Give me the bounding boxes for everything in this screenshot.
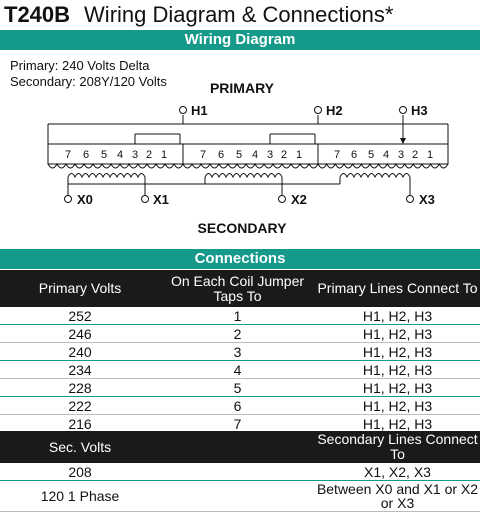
terminal-label: H3: [411, 103, 428, 118]
cell-primary-lines: H1, H2, H3: [315, 361, 480, 379]
cell-jumper-tap: 1: [160, 307, 315, 325]
cell-secondary-lines: X1, X2, X3: [315, 463, 480, 481]
secondary-heading: SECONDARY: [197, 220, 287, 236]
coil-2: [183, 144, 318, 168]
secondary-terminal-x3: [407, 192, 435, 207]
cell-sec-volts: 120 1 Phase: [0, 481, 160, 512]
coil-tap: 1: [426, 149, 434, 161]
cell-primary-volts: 240: [0, 343, 160, 361]
secondary-terminal-x1: [142, 192, 169, 207]
column-header-blank: [160, 431, 315, 463]
terminal-label: X1: [153, 192, 169, 207]
cell-sec-volts: 208: [0, 463, 160, 481]
coil-tap: 1: [295, 149, 303, 161]
column-header-secondary-lines: Secondary Lines Connect To: [315, 431, 480, 463]
cell-primary-volts: 222: [0, 397, 160, 415]
cell-jumper-tap: 6: [160, 397, 315, 415]
table-row: [0, 361, 480, 379]
model-number: T240B: [4, 2, 71, 27]
coil-1: [48, 144, 183, 168]
coil-tap: 3: [397, 149, 405, 161]
coil-tap: 5: [235, 149, 243, 161]
primary-spec: Primary: 240 Volts Delta: [10, 58, 150, 73]
coil-tap: 6: [217, 149, 225, 161]
cell-jumper-tap: 2: [160, 325, 315, 343]
cell-jumper-tap: 5: [160, 379, 315, 397]
connections-bar: Connections: [0, 249, 480, 269]
cell-jumper-tap: 4: [160, 361, 315, 379]
secondary-terminal-x0: [65, 192, 93, 207]
coil-3: [318, 144, 448, 168]
coil-tap: 7: [333, 149, 341, 161]
terminal-label: X3: [419, 192, 435, 207]
coil-tap: 4: [116, 149, 124, 161]
cell-primary-volts: 228: [0, 379, 160, 397]
terminal-label: X0: [77, 192, 93, 207]
terminal-label: H1: [191, 103, 208, 118]
cell-secondary-lines: Between X0 and X1 or X2 or X3: [316, 481, 479, 511]
cell-primary-lines: H1, H2, H3: [315, 307, 480, 325]
table-row: [0, 415, 480, 433]
coil-tap: 5: [367, 149, 375, 161]
coil-tap: 4: [382, 149, 390, 161]
secondary-spec: Secondary: 208Y/120 Volts: [10, 74, 167, 89]
primary-terminal-h1: [180, 103, 208, 118]
coil-winding: [318, 164, 448, 168]
coil-tap: 7: [64, 149, 72, 161]
table-header-row: [0, 270, 480, 307]
coil-tap: 1: [160, 149, 168, 161]
primary-terminal-h2: [315, 103, 343, 118]
coil-tap: 6: [82, 149, 90, 161]
cell-blank: [160, 463, 315, 481]
column-header-primary-lines: Primary Lines Connect To: [315, 270, 480, 307]
cell-primary-volts: 252: [0, 307, 160, 325]
table-row: [0, 343, 480, 361]
table-row: [0, 463, 480, 481]
coil-tap: 6: [350, 149, 358, 161]
coil-tap: 4: [251, 149, 259, 161]
cell-primary-volts: 216: [0, 415, 160, 433]
table-row: [0, 379, 480, 397]
cell-primary-lines: H1, H2, H3: [315, 343, 480, 361]
cell-primary-lines: H1, H2, H3: [315, 325, 480, 343]
table-row: [0, 481, 480, 512]
cell-primary-volts: 246: [0, 325, 160, 343]
coil-tap: 2: [145, 149, 153, 161]
cell-primary-lines: H1, H2, H3: [315, 397, 480, 415]
table-row: [0, 397, 480, 415]
cell-blank: [160, 481, 315, 512]
cell-jumper-tap: 7: [160, 415, 315, 433]
page-title: [4, 2, 476, 28]
cell-primary-lines: H1, H2, H3: [315, 415, 480, 433]
title-text: Wiring Diagram & Connections*: [84, 2, 394, 27]
wiring-diagram-bar: Wiring Diagram: [0, 30, 480, 50]
cell-jumper-tap: 3: [160, 343, 315, 361]
primary-wiring: [48, 115, 448, 144]
wiring-diagram: [0, 78, 480, 248]
coil-tap: 2: [280, 149, 288, 161]
coil-winding: [48, 164, 183, 168]
primary-heading: PRIMARY: [209, 80, 275, 96]
primary-terminal-h3: [400, 103, 428, 118]
coil-tap: 5: [100, 149, 108, 161]
column-header-jumper-taps: On Each Coil Jumper Taps To: [160, 270, 315, 307]
coil-tap: 2: [411, 149, 419, 161]
secondary-connections-table: [0, 431, 480, 512]
secondary-terminal-x2: [279, 192, 307, 207]
table-row: [0, 307, 480, 325]
terminal-label: X2: [291, 192, 307, 207]
terminal-label: H2: [326, 103, 343, 118]
table-header-row: [0, 431, 480, 463]
secondary-windings: [68, 174, 410, 196]
coil-winding: [183, 164, 318, 168]
coil-tap: 7: [199, 149, 207, 161]
primary-connections-table: [0, 270, 480, 433]
coil-tap: 3: [131, 149, 139, 161]
jumper-arrow: [400, 138, 406, 144]
column-header-sec-volts: Sec. Volts: [0, 431, 160, 463]
coil-tap: 3: [266, 149, 274, 161]
table-row: [0, 325, 480, 343]
column-header-primary-volts: Primary Volts: [0, 270, 160, 307]
cell-primary-lines: H1, H2, H3: [315, 379, 480, 397]
cell-primary-volts: 234: [0, 361, 160, 379]
